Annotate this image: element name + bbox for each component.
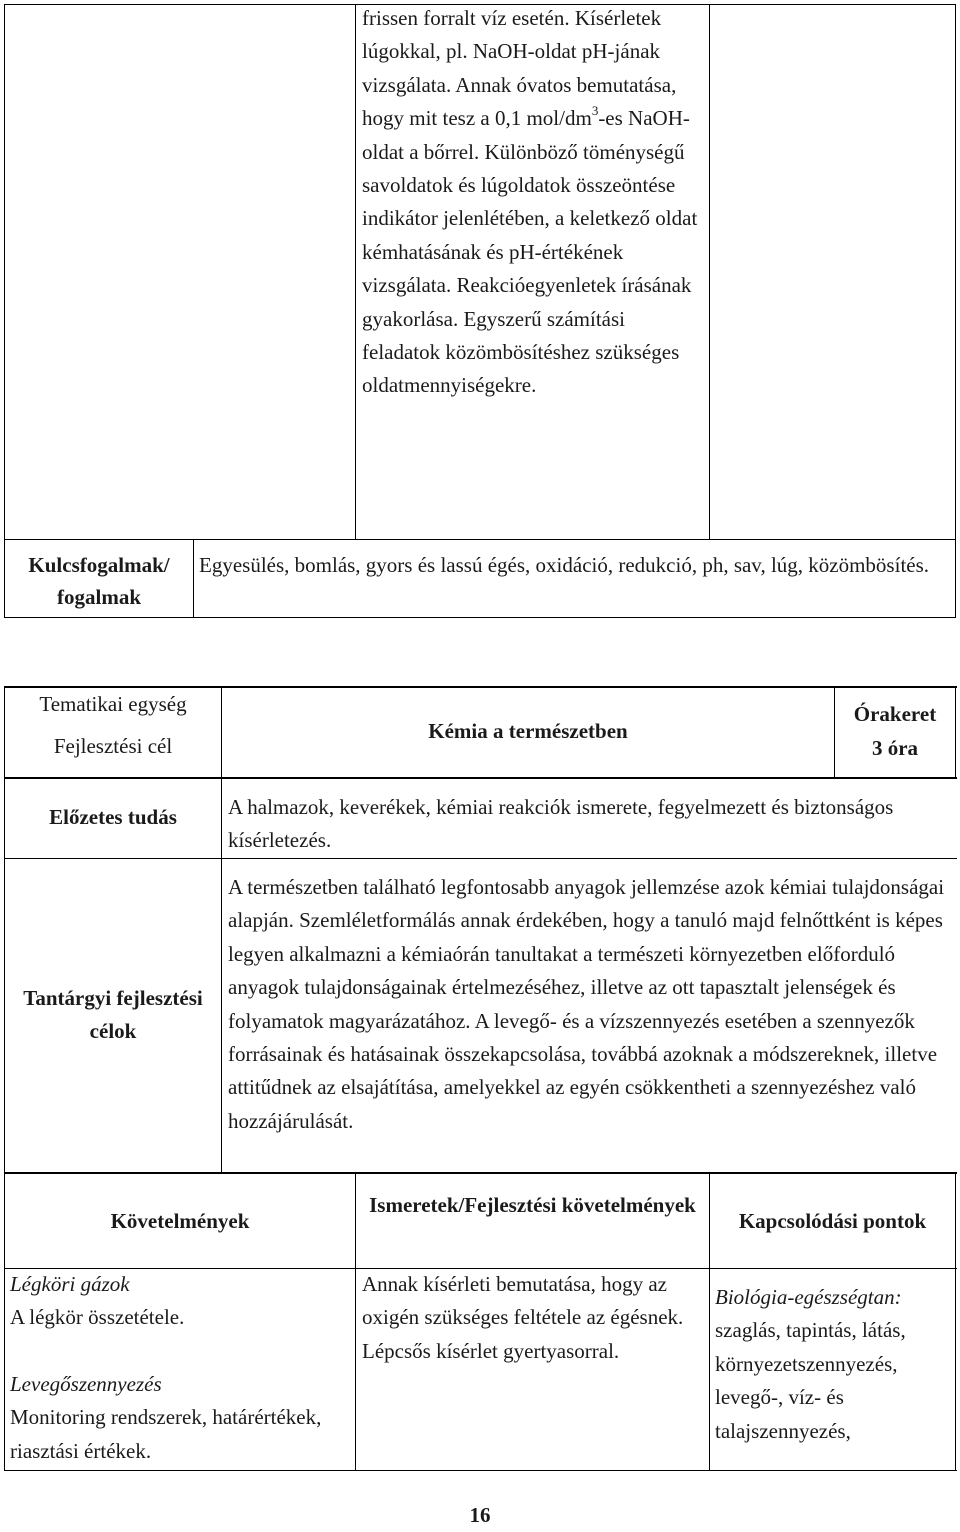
key-concepts-value: Egyesülés, bomlás, gyors és lassú égés, oxidáció, redukció, ph, sav, lúg, közömbösítés.: [199, 553, 930, 577]
hours-value: 3 óra: [871, 736, 919, 760]
requirements-cell: [10, 1268, 354, 1468]
connection-text: szaglás, tapintás, látás, környezetszennyezés, levegő-, víz- és talajszennyezés,: [715, 1318, 906, 1443]
requirements-header: Követelmények: [110, 1209, 250, 1233]
knowledge-cell: Annak kísérleti bemutatása, hogy az oxigén szükséges feltétele az égésnek. Lépcsős kísérlet gyertyasorral.: [362, 1272, 684, 1363]
unit-title: Kémia a természetben: [428, 719, 628, 743]
topic-atmospheric-gases-text: A légkör összetétele.: [10, 1305, 185, 1330]
prior-knowledge-label: Előzetes tudás: [49, 805, 177, 829]
continued-activities-text: frissen forralt víz esetén. Kísérletek lúgokkal, pl. NaOH-oldat pH-jának vizsgálata. Annak óvatos bemutatása, hogy mit tesz a 0,1 mol/$dm^3-es$ NaOH-oldat a bőrrel. Különböző töménységű savoldatok és lúgoldatok összeöntése indikátor jelenlétében, a keletkező oldat kémhatásának és pH-értékének vizsgálata. Reakcióegyenletek írásának gyakorlása. Egyszerű számítási feladatok közömbösítéshez szükséges oldatmennyiségekre.: [362, 6, 698, 398]
thematic-unit-label: Tematikai egység: [39, 692, 187, 716]
key-concepts-label: Kulcsfogalmak/ fogalmak: [28, 553, 170, 609]
connections-cell: [715, 1281, 953, 1448]
topic-atmospheric-gases: Légköri gázok: [10, 1272, 130, 1296]
topic-air-pollution: Levegőszennyezés: [10, 1371, 162, 1396]
connections-header: Kapcsolódási pontok: [738, 1209, 927, 1233]
prior-knowledge-value: A halmazok, keverékek, kémiai reakciók ismerete, fegyelmezett és biztonságos kísérletezés.: [228, 795, 894, 853]
page-number: 16: [469, 1503, 491, 1527]
hours-label: Órakeret: [853, 702, 937, 726]
connection-subject: Biológia-egészségtan:: [715, 1285, 902, 1309]
knowledge-header: Ismeretek/Fejlesztési követelmények: [369, 1193, 696, 1217]
development-goal-label: Fejlesztési cél: [53, 734, 173, 758]
topic-air-pollution-text: Monitoring rendszerek, határértékek, riasztási értékek.: [10, 1405, 322, 1463]
subject-goals-value: A természetben található legfontosabb anyagok jellemzése azok kémiai tulajdonságai alapján. Szemléletformálás annak érdekében, hogy a tanuló majd felnőttként is képes legyen alkalmazni a kémiaórán tanultakat a természeti környezetben előforduló anyagok tulajdonságainak értelmezéséhez, illetve az ott tapasztalt jelenségek és folyamatok magyarázatához. A levegő- és a vízszennyezés esetében a szennyezők forrásainak és hatásainak összekapcsolása, továbbá azoknak a módszereknek, illetve attitűdnek az elsajátítása, amelyekkel az egyén csökkentheti a szennyezéshez való hozzájárulását.: [228, 875, 945, 1133]
subject-goals-label: Tantárgyi fejlesztési célok: [23, 986, 203, 1044]
